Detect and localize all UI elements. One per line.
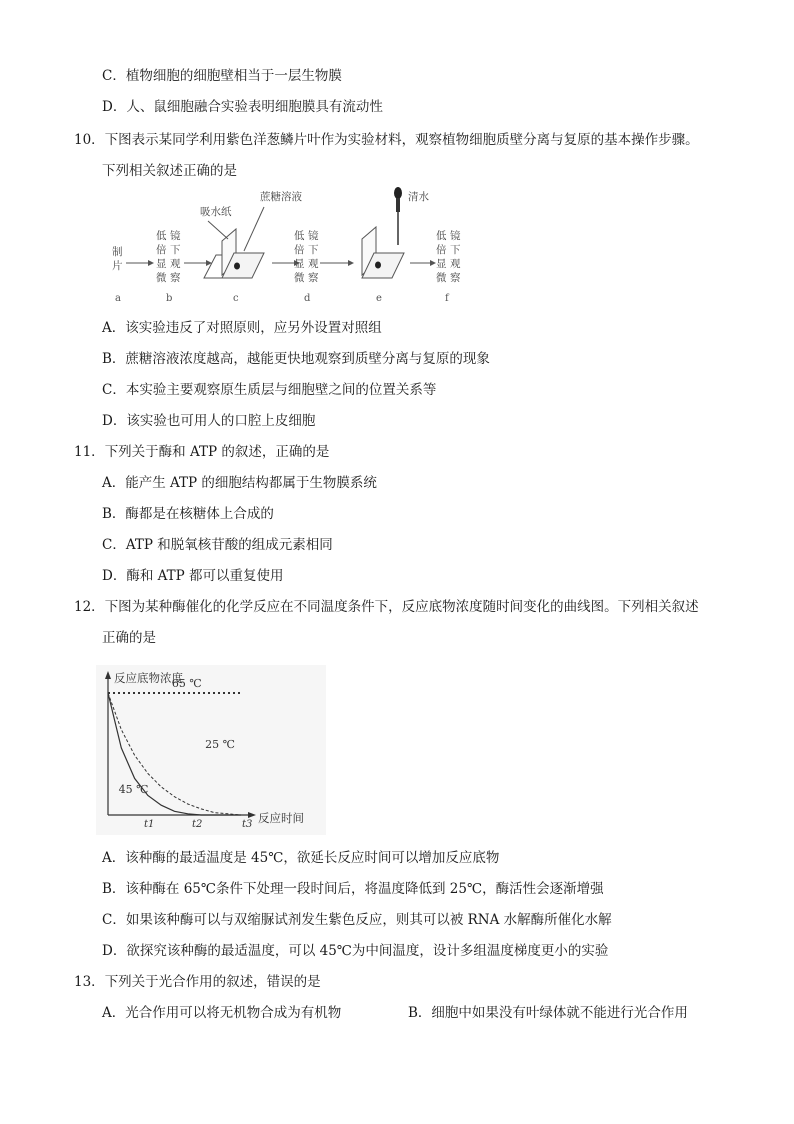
svg-text:显: 显 bbox=[294, 258, 305, 270]
q9-option-d bbox=[102, 97, 383, 117]
option-key: A． bbox=[102, 320, 126, 336]
q9-option-c bbox=[102, 66, 342, 86]
option-text: 该种酶的最适温度是 45℃，欲延长反应时间可以增加反应底物 bbox=[125, 850, 500, 866]
q12-stem-line2: 正确的是 bbox=[102, 630, 156, 646]
option-key: D． bbox=[102, 413, 127, 429]
q10-option-d bbox=[102, 411, 315, 431]
step-a-label-1: 制 bbox=[112, 246, 123, 258]
q12-option-a bbox=[102, 848, 499, 868]
x-tick-label-0: t1 bbox=[144, 819, 155, 830]
option-key: A． bbox=[102, 475, 126, 491]
svg-text:低: 低 bbox=[436, 230, 447, 242]
option-key: B． bbox=[102, 506, 126, 522]
x-tick-label-2: t3 bbox=[242, 819, 253, 830]
q10-option-c bbox=[102, 380, 436, 400]
q11-stem bbox=[74, 442, 329, 462]
x-tick-label-1: t2 bbox=[192, 819, 203, 830]
option-text: 该实验也可用人的口腔上皮细胞 bbox=[126, 413, 316, 429]
label-absorbent-paper: 吸水纸 bbox=[200, 206, 232, 218]
question-stem: 下列关于光合作用的叙述，错误的是 bbox=[104, 974, 321, 990]
option-text: 欲探究该种酶的最适温度，可以 45℃为中间温度，设计多组温度梯度更小的实验 bbox=[126, 943, 609, 959]
q12-option-c bbox=[102, 910, 612, 930]
y-axis-label: 反应底物浓度 bbox=[114, 671, 183, 685]
q10-option-b bbox=[102, 349, 490, 369]
question-number: 11． bbox=[74, 444, 105, 460]
step-a-label-2: 片 bbox=[112, 260, 123, 272]
svg-text:微: 微 bbox=[436, 272, 447, 284]
label-sucrose-solution: 蔗糖溶液 bbox=[260, 191, 302, 203]
option-key: D． bbox=[102, 943, 127, 959]
svg-text:下: 下 bbox=[308, 244, 319, 256]
letter-e: e bbox=[376, 293, 382, 304]
series-label-1: 25 ℃ bbox=[205, 737, 235, 751]
q12-option-b bbox=[102, 879, 604, 899]
svg-text:倍: 倍 bbox=[294, 244, 305, 256]
option-key: B． bbox=[408, 1005, 432, 1021]
option-key: C． bbox=[102, 382, 126, 398]
q11-option-d bbox=[102, 566, 284, 586]
svg-text:低: 低 bbox=[294, 230, 305, 242]
svg-text:镜: 镜 bbox=[170, 230, 181, 242]
series-label-2: 45 ℃ bbox=[118, 783, 149, 797]
step-f-label bbox=[436, 229, 461, 284]
q12-option-d bbox=[102, 941, 608, 961]
option-text: 该实验违反了对照原则，应另外设置对照组 bbox=[125, 320, 382, 336]
q12-stem bbox=[74, 597, 699, 617]
svg-text:显: 显 bbox=[156, 258, 167, 270]
letter-b: b bbox=[166, 293, 173, 304]
svg-text:察: 察 bbox=[170, 272, 181, 284]
letter-f: f bbox=[445, 293, 449, 304]
option-key: D． bbox=[102, 568, 127, 584]
option-text: 植物细胞的细胞壁相当于一层生物膜 bbox=[125, 68, 342, 84]
svg-text:低: 低 bbox=[156, 230, 167, 242]
option-text: 光合作用可以将无机物合成为有机物 bbox=[125, 1005, 342, 1021]
svg-text:观: 观 bbox=[450, 258, 461, 270]
option-key: C． bbox=[102, 537, 126, 553]
option-key: A． bbox=[102, 850, 126, 866]
q11-option-c bbox=[102, 535, 333, 555]
svg-text:倍: 倍 bbox=[156, 244, 167, 256]
q13-option-a bbox=[102, 1003, 341, 1023]
q10-option-a bbox=[102, 318, 382, 338]
question-stem-line1: 下图为某种酶催化的化学反应在不同温度条件下，反应底物浓度随时间变化的曲线图。下列相关叙述 bbox=[104, 599, 699, 615]
letter-a: a bbox=[115, 293, 121, 304]
q13-option-b bbox=[408, 1003, 688, 1023]
enzyme-substrate-chart bbox=[96, 665, 326, 835]
option-key: C． bbox=[102, 912, 126, 928]
option-key: B． bbox=[102, 881, 126, 897]
q10-stem-line2: 下列相关叙述正确的是 bbox=[102, 163, 237, 179]
q13-stem bbox=[74, 972, 321, 992]
svg-text:微: 微 bbox=[156, 272, 167, 284]
svg-text:察: 察 bbox=[450, 272, 461, 284]
option-text: 酶和 ATP 都可以重复使用 bbox=[126, 568, 284, 584]
question-number: 10． bbox=[74, 132, 105, 148]
svg-text:下: 下 bbox=[170, 244, 181, 256]
option-text: 人、鼠细胞融合实验表明细胞膜具有流动性 bbox=[126, 99, 383, 115]
label-clear-water: 清水 bbox=[408, 191, 429, 203]
option-text: ATP 和脱氧核苷酸的组成元素相同 bbox=[125, 537, 333, 553]
option-key: C． bbox=[102, 68, 126, 84]
svg-text:微: 微 bbox=[294, 272, 305, 284]
option-key: B． bbox=[102, 351, 126, 367]
option-key: D． bbox=[102, 99, 127, 115]
svg-text:察: 察 bbox=[308, 272, 319, 284]
q10-stem bbox=[74, 130, 699, 150]
svg-text:显: 显 bbox=[436, 258, 447, 270]
q10-procedure-figure bbox=[104, 183, 484, 308]
question-stem-line1: 下图表示某同学利用紫色洋葱鳞片叶作为实验材料，观察植物细胞质壁分离与复原的基本操作步骤。 bbox=[104, 132, 699, 148]
option-text: 该种酶在 65℃条件下处理一段时间后，将温度降低到 25℃，酶活性会逐渐增强 bbox=[125, 881, 604, 897]
x-axis-label: 反应时间 bbox=[258, 811, 304, 825]
svg-text:倍: 倍 bbox=[436, 244, 447, 256]
step-d-label bbox=[294, 229, 319, 284]
option-text: 蔗糖溶液浓度越高，越能更快地观察到质壁分离与复原的现象 bbox=[125, 351, 490, 367]
option-text: 本实验主要观察原生质层与细胞壁之间的位置关系等 bbox=[125, 382, 437, 398]
question-stem: 下列关于酶和 ATP 的叙述，正确的是 bbox=[104, 444, 330, 460]
option-text: 如果该种酶可以与双缩脲试剂发生紫色反应，则其可以被 RNA 水解酶所催化水解 bbox=[125, 912, 612, 928]
option-text: 能产生 ATP 的细胞结构都属于生物膜系统 bbox=[125, 475, 377, 491]
water-dropper-icon bbox=[394, 187, 402, 245]
svg-text:观: 观 bbox=[170, 258, 181, 270]
letter-c: c bbox=[233, 293, 239, 304]
q11-option-b bbox=[102, 504, 274, 524]
svg-text:镜: 镜 bbox=[308, 230, 319, 242]
q11-option-a bbox=[102, 473, 377, 493]
option-text: 细胞中如果没有叶绿体就不能进行光合作用 bbox=[431, 1005, 688, 1021]
series-label-0: 65 ℃ bbox=[171, 677, 202, 690]
option-key: A． bbox=[102, 1005, 126, 1021]
svg-text:镜: 镜 bbox=[450, 230, 461, 242]
question-number: 12． bbox=[74, 599, 105, 615]
step-b-label bbox=[156, 229, 181, 284]
question-number: 13． bbox=[74, 974, 105, 990]
svg-text:下: 下 bbox=[450, 244, 461, 256]
letter-d: d bbox=[304, 293, 311, 304]
svg-text:观: 观 bbox=[308, 258, 319, 270]
option-text: 酶都是在核糖体上合成的 bbox=[125, 506, 274, 522]
